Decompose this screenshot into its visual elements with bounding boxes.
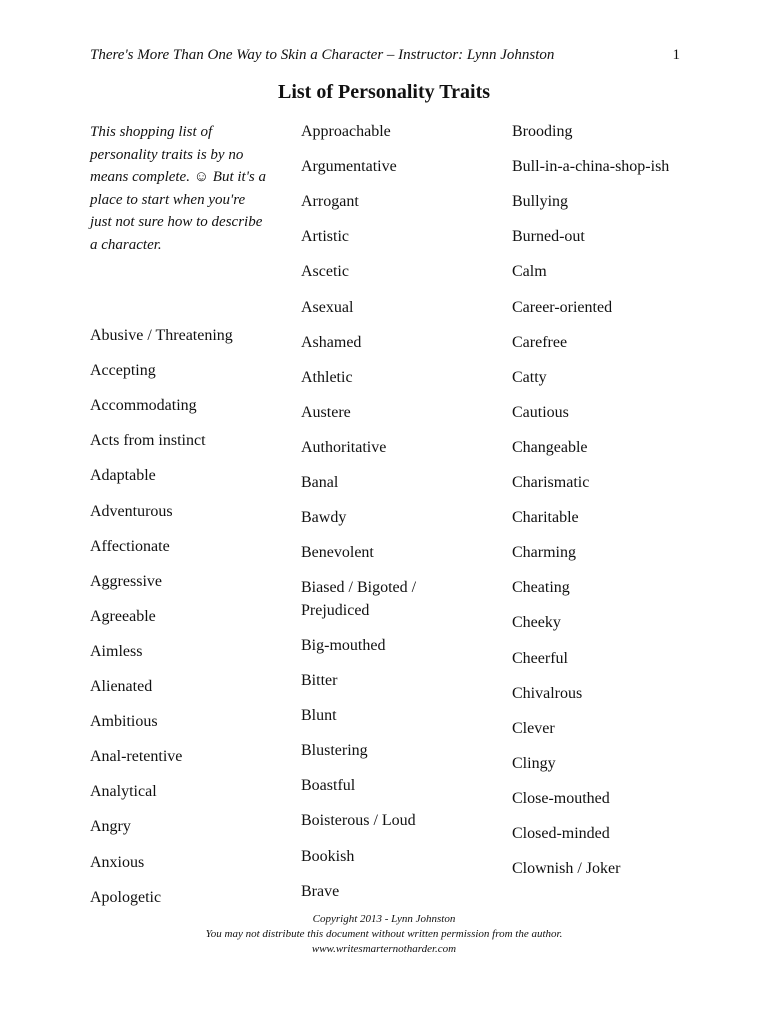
trait-item: Argumentative bbox=[301, 158, 397, 176]
trait-item: Biased / Bigoted / Prejudiced bbox=[301, 579, 417, 620]
trait-item: Clownish / Joker bbox=[512, 860, 621, 878]
trait-item: Artistic bbox=[301, 228, 349, 246]
trait-item: Bullying bbox=[512, 193, 569, 211]
trait-item: Boastful bbox=[301, 777, 356, 795]
trait-item: Affectionate bbox=[90, 537, 170, 555]
trait-item: Cautious bbox=[512, 403, 569, 421]
trait-item: Apologetic bbox=[90, 888, 162, 906]
trait-item: Close-mouthed bbox=[512, 789, 610, 807]
trait-item: Charismatic bbox=[512, 474, 590, 491]
page-footer bbox=[0, 912, 768, 957]
intro-paragraph: This shopping list of personality traits is by no means complete. ☺ But it's a place to start when you're just not sure how to describe a character. bbox=[90, 124, 266, 253]
trait-item: Charming bbox=[512, 544, 576, 562]
trait-item: Anal-retentive bbox=[90, 748, 183, 766]
trait-item: Calm bbox=[512, 263, 547, 281]
trait-item: Career-oriented bbox=[512, 298, 613, 316]
trait-item: Cheerful bbox=[512, 649, 568, 667]
trait-item: Charitable bbox=[512, 509, 579, 527]
running-title: There's More Than One Way to Skin a Character – Instructor: Lynn Johnston bbox=[90, 47, 555, 63]
trait-item: Brooding bbox=[512, 123, 573, 140]
trait-item: Blustering bbox=[301, 742, 368, 760]
trait-item: Banal bbox=[301, 474, 339, 491]
trait-item: Abusive / Threatening bbox=[90, 327, 233, 344]
trait-item: Blunt bbox=[301, 707, 337, 725]
trait-item: Brave bbox=[301, 882, 340, 900]
trait-item: Agreeable bbox=[90, 607, 156, 625]
trait-item: Clever bbox=[512, 719, 555, 737]
trait-item: Benevolent bbox=[301, 544, 374, 562]
page-title: List of Personality Traits bbox=[277, 81, 491, 103]
trait-item: Catty bbox=[512, 368, 547, 386]
trait-item: Asexual bbox=[301, 298, 354, 316]
trait-item: Ashamed bbox=[301, 333, 362, 351]
trait-item: Accommodating bbox=[90, 397, 197, 415]
trait-item: Ambitious bbox=[90, 713, 158, 731]
trait-item: Analytical bbox=[90, 783, 157, 801]
trait-item: Cheeky bbox=[512, 614, 561, 632]
trait-item: Big-mouthed bbox=[301, 636, 386, 654]
trait-item: Clingy bbox=[512, 754, 556, 772]
trait-item: Chivalrous bbox=[512, 684, 583, 702]
trait-item: Adventurous bbox=[90, 502, 173, 520]
website-link: www.writesmarternotharder.com bbox=[311, 943, 457, 955]
trait-item: Bull-in-a-china-shop-ish bbox=[512, 158, 670, 176]
page-number: 1 bbox=[672, 47, 680, 63]
distribution-notice: You may not distribute this document without written permission from the author. bbox=[205, 928, 563, 940]
trait-item: Adaptable bbox=[90, 467, 156, 485]
trait-item: Cheating bbox=[512, 579, 570, 597]
trait-item: Boisterous / Loud bbox=[301, 812, 416, 830]
trait-item: Burned-out bbox=[512, 228, 585, 246]
trait-item: Anxious bbox=[90, 853, 145, 871]
trait-item: Aggressive bbox=[90, 572, 162, 590]
trait-item: Bawdy bbox=[301, 509, 347, 527]
trait-item: Angry bbox=[90, 818, 131, 836]
trait-item: Arrogant bbox=[301, 193, 359, 211]
trait-item: Ascetic bbox=[301, 263, 349, 281]
trait-item: Authoritative bbox=[301, 438, 387, 456]
trait-item: Bitter bbox=[301, 672, 338, 689]
trait-item: Carefree bbox=[512, 333, 568, 351]
copyright-line: Copyright 2013 - Lynn Johnston bbox=[312, 913, 456, 925]
running-header bbox=[90, 47, 680, 67]
trait-item: Changeable bbox=[512, 438, 588, 456]
trait-item: Austere bbox=[301, 403, 351, 421]
trait-item: Acts from instinct bbox=[90, 432, 206, 450]
trait-item: Accepting bbox=[90, 362, 156, 380]
trait-item: Aimless bbox=[90, 642, 143, 660]
trait-item: Alienated bbox=[90, 678, 153, 695]
trait-item: Approachable bbox=[301, 123, 391, 140]
trait-item: Closed-minded bbox=[512, 825, 610, 842]
trait-item: Bookish bbox=[301, 847, 355, 865]
trait-item: Athletic bbox=[301, 368, 353, 386]
